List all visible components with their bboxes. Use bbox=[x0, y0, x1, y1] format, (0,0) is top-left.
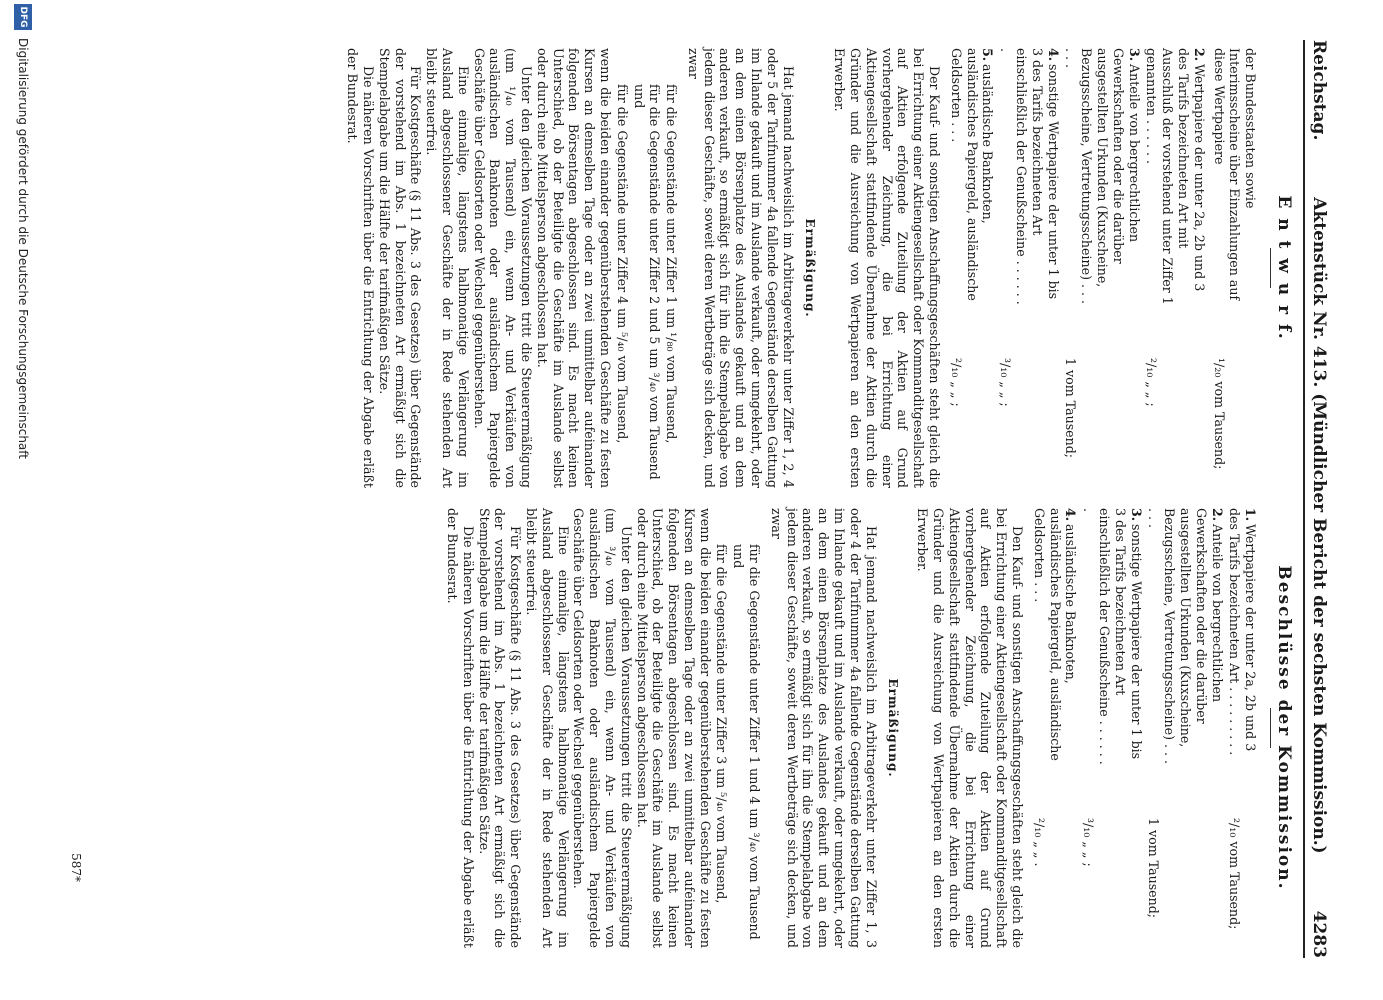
header-left: Reichstag. bbox=[1309, 40, 1329, 141]
item-rate: ²/₁₀ vom Tausend; bbox=[1227, 818, 1243, 930]
tariff-item bbox=[997, 48, 1060, 488]
item-number: 4. bbox=[1063, 508, 1079, 522]
tariff-item bbox=[948, 48, 995, 488]
paragraph: Der Kauf- und sonstigen Anschaffungsgeschäften steht gleich die bei Errichtung einer Aktiengesellschaft oder Kommanditgesellschaft auf Aktien erfolgende Zuteilung der Aktien auf Grund vorhergehender Zeichnung, die bei Errichtung einer Aktiengesellschaft stattfindende Übernahme der Aktien durch die Gründer und die Ausreichung von Wertpapieren an den ersten Erwerber. bbox=[832, 48, 943, 488]
item-text: Wertpapiere der unter 2a, 2b und 3 des Tarifs bezeichneten Art mit Ausschluß der vorstehend unter Ziffer 1 genannten . . . . . . bbox=[1144, 48, 1207, 305]
reduction-item: für die Gegenstände unter Ziffer 3 um ⁵/₄₀ vom Tausend, bbox=[714, 544, 730, 904]
item-number: 2. bbox=[1209, 508, 1225, 522]
paragraph: wenn die beiden einander gegenüberstehenden Geschäfte zu festen Kursen an demselben Tage oder an zwei unmittelbar aufeinander folgenden Börsentagen abgeschlossen sind. Es macht keinen Unterschied, ob der Beteiligte die Geschäfte im Auslande selbst oder durch eine Mittelsperson abgeschlossen hat. bbox=[634, 508, 713, 948]
intro-text: der Bundesstaaten sowie Interimsscheine über Einzahlungen auf diese Wertpapiere bbox=[1211, 48, 1259, 301]
column-title: E n t w u r f. bbox=[1274, 195, 1294, 341]
item-text: Anteile von bergrechtlichen Gewerkschaften oder die darüber ausgestellten Urkunden (Kuxscheine, Bezugsscheine, Vertretungsscheine) . . . . . . bbox=[1063, 48, 1142, 305]
item-number: 2. bbox=[1191, 48, 1207, 62]
item-number: 4. bbox=[1045, 48, 1061, 62]
item-text: Anteile von bergrechtlichen Gewerkschaften oder die darüber ausgestellten Urkunden (Kuxscheine, Bezugsscheine, Vertretungsscheine) . . . . . . bbox=[1146, 508, 1225, 765]
item-text: Wertpapiere der unter 2a, 2b und 3 des Tarifs bezeichneten Art . . . . . . . . . bbox=[1227, 508, 1259, 756]
page-signature: 587* bbox=[69, 853, 83, 882]
reduction-item: für die Gegenstände unter Ziffer 1 um ¹/₈₀ vom Tausend, bbox=[664, 84, 680, 444]
item-rate: ³/₁₀ „ „ ; bbox=[998, 358, 1014, 407]
section-heading: Ermäßigung. bbox=[803, 218, 818, 318]
paragraph: Für Kostgeschäfte (§ 11 Abs. 3 des Gesetzes) über Gegenstände der vorstehend im Abs. 1 bezeichneten Art ermäßigt sich die Stempelabgabe um die Hälfte der tarifmäßigen Sätze. bbox=[376, 48, 424, 488]
paragraph: Eine einmalige, längstens halbmonatige Verlängerung im Ausland abgeschlossener Geschäfte der in Rede stehenden Art bleibt steuerfrei. bbox=[523, 508, 571, 948]
title-rule bbox=[1270, 248, 1271, 288]
intro-rate: ¹/₂₀ vom Tausend; bbox=[1211, 358, 1227, 470]
dfg-logo-icon: DFG bbox=[14, 4, 32, 30]
paragraph: Unter den gleichen Voraussetzungen tritt die Steuerermäßigung (um ³/₄₀ vom Tausend) ein, wenn An- und Verkäufen von ausländischen Banknoten oder ausländischem Papiergelde Geschäfte über Geldsorten oder Wechsel gegenüberstehen. bbox=[571, 508, 634, 948]
digitization-note bbox=[9, 4, 37, 984]
page-number: 4283 bbox=[1309, 910, 1329, 958]
paragraph: Hat jemand nachweislich im Arbitrageverkehr unter Ziffer 1, 3 oder 4 der Tarifnummer 4a fallende Gegenstände derselben Gattung im Inlande gekauft und im Auslande verkauft, oder umgekehrt, oder an dem einen Börsenplatze des Auslandes gekauft und an dem anderen verkauft, so ermäßigt sich für ihn die Stempelabgabe von jedem dieser Geschäfte, soweit deren Wertbeträge sich decken, und zwar bbox=[768, 508, 879, 948]
item-number: 1. bbox=[1243, 508, 1259, 522]
paragraph: Hat jemand nachweislich im Arbitrageverkehr unter Ziffer 1, 2, 4 oder 5 der Tarifnummer 4a fallende Gegenstände derselben Gattung im Inlande gekauft und im Auslande verkauft, oder umgekehrt, oder an dem einen Börsenplatze des Auslandes gekauft und an dem anderen verkauft, so ermäßigt sich für ihn die Stempelabgabe von jedem dieser Geschäfte, soweit deren Wertbeträge sich decken, und zwar bbox=[685, 48, 796, 488]
item-text: sonstige Wertpapiere der unter 1 bis 3 des Tarifs bezeichneten Art einschließlich der Genußscheine . . . . . . . bbox=[998, 48, 1061, 305]
item-rate: 1 vom Tausend; bbox=[1146, 818, 1162, 919]
tariff-list bbox=[948, 48, 1207, 488]
item-number: 3. bbox=[1128, 508, 1144, 522]
reduction-list bbox=[614, 48, 679, 488]
item-text: ausländische Banknoten, ausländisches Papiergeld, ausländische Geldsorten . . . bbox=[948, 48, 996, 301]
tariff-item bbox=[1146, 508, 1225, 948]
reduction-item: für die Gegenstände unter Ziffer 1 und 4 um ³/₄₀ vom Tausend und bbox=[731, 544, 763, 940]
intro-line bbox=[1211, 48, 1258, 488]
item-number: 3. bbox=[1126, 48, 1142, 62]
column-title: Beschlüsse der Kommission. bbox=[1274, 565, 1294, 891]
paragraph: Die näheren Vorschriften über die Entrichtung der Abgabe erläßt der Bundesrat. bbox=[345, 48, 376, 488]
paragraph: Den Kauf- und sonstigen Anschaffungsgeschäften steht gleich die bei Errichtung einer Aktiengesellschaft oder Kommanditgesellschaft auf Aktien erfolgende Zuteilung der Aktien auf Grund vorhergehender Zeichnung, die bei Errichtung einer Aktiengesellschaft stattfindende Übernahme der Aktien durch die Gründer und die Ausreichung von Wertpapieren an den ersten Erwerber. bbox=[915, 508, 1026, 948]
reduction-list bbox=[714, 508, 762, 948]
header-rule bbox=[1303, 40, 1305, 958]
item-rate: 1 vom Tausend; bbox=[1063, 358, 1079, 459]
page-header bbox=[1309, 40, 1343, 958]
item-rate: ²/₁₀ „ „ . bbox=[1031, 818, 1047, 867]
tariff-item bbox=[1031, 508, 1078, 948]
item-text: ausländische Banknoten, ausländisches Papiergeld, ausländische Geldsorten . . . bbox=[1031, 508, 1079, 761]
tariff-item bbox=[1080, 508, 1143, 948]
title-rule bbox=[1270, 708, 1271, 748]
paragraph: Unter den gleichen Voraussetzungen tritt die Steuerermäßigung (um ¹/₄₀ vom Tausend) ein, wenn An- und Verkäufen von ausländischen Banknoten oder ausländischem Papiergelde Geschäfte über Geldsorten oder Wechsel gegenüberstehen. bbox=[471, 48, 534, 488]
paragraph: Für Kostgeschäfte (§ 11 Abs. 3 des Gesetzes) über Gegenstände der vorstehend im Abs. 1 bezeichneten Art ermäßigt sich die Stempelabgabe um die Hälfte der tarifmäßigen Sätze. bbox=[476, 508, 524, 948]
tariff-list bbox=[1031, 508, 1258, 948]
paragraph: Die näheren Vorschriften über die Entrichtung der Abgabe erläßt der Bundesrat. bbox=[444, 508, 476, 948]
reduction-item: für die Gegenstände unter Ziffer 2 und 5 um ³/₄₀ vom Tausend und bbox=[631, 84, 663, 480]
tariff-item bbox=[1144, 48, 1207, 488]
item-rate: ³/₁₀ „ „ ; bbox=[1081, 818, 1097, 867]
item-number: 5. bbox=[980, 48, 996, 62]
reduction-item: für die Gegenstände unter Ziffer 4 um ⁵/₄₀ vom Tausend, bbox=[614, 84, 630, 444]
item-rate: ²/₁₀ „ „ ; bbox=[948, 358, 964, 407]
column-entwurf bbox=[344, 48, 1294, 488]
item-rate: ²/₁₀ „ „ ; bbox=[1144, 358, 1160, 407]
tariff-item bbox=[1063, 48, 1142, 488]
column-beschluesse bbox=[444, 508, 1294, 948]
item-text: sonstige Wertpapiere der unter 1 bis 3 des Tarifs bezeichneten Art einschließlich der Genußscheine . . . . . . . bbox=[1081, 508, 1144, 765]
section-heading: Ermäßigung. bbox=[886, 678, 901, 778]
paragraph: wenn die beiden einander gegenüberstehenden Geschäfte zu festen Kursen an demselben Tage oder an zwei unmittelbar aufeinander folgenden Börsentagen abgeschlossen sind. Es macht keinen Unterschied, ob der Beteiligte die Geschäfte im Auslande selbst oder durch eine Mittelsperson abgeschlossen hat. bbox=[534, 48, 613, 488]
tariff-item bbox=[1227, 508, 1259, 948]
digitization-text: Digitalisierung gefördert durch die Deutsche Forschungsgemeinschaft bbox=[16, 38, 30, 460]
header-title: Aktenstück Nr. 413. (Mündlicher Bericht der sechsten Kommission.) bbox=[1309, 197, 1329, 854]
paragraph: Eine einmalige, längstens halbmonatige Verlängerung im Ausland abgeschlossener Geschäfte der in Rede stehenden Art bleibt steuerfrei. bbox=[424, 48, 471, 488]
